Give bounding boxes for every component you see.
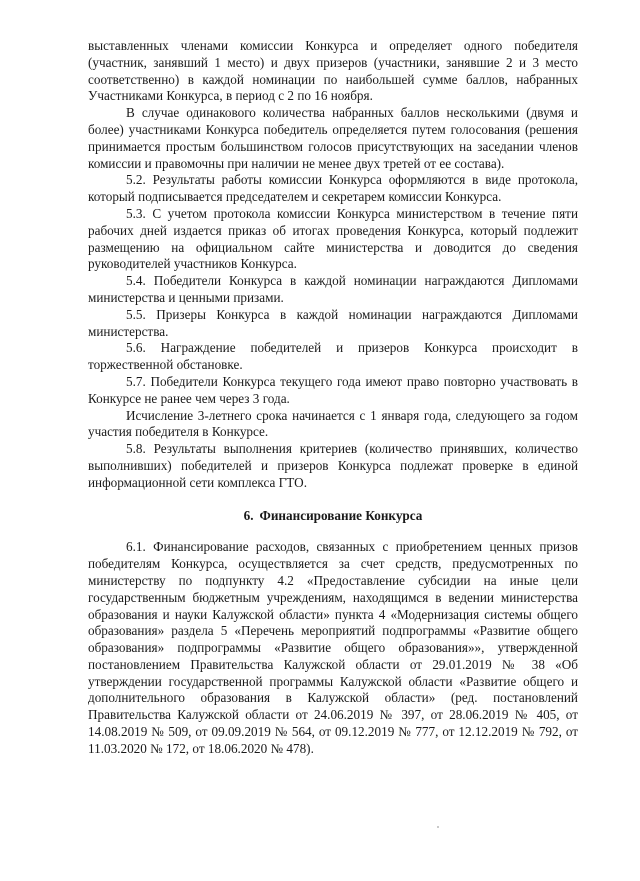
document-body xyxy=(88,38,578,758)
paragraph-6-1: 6.1. Финансирование расходов, связанных с приобретением ценных призов победителям Конкурса, осуществляется за счет средств, предусмотренных по министерству по подпункту 4.2 «Предоставление субсидии на иные цели государственным бюджетным учреждениям, находящимся в ведении министерства образования и науки Калужской области» пункта 4 «Модернизация системы общего образования» раздела 5 «Перечень мероприятий подпрограммы «Развитие общего образования» подпрограммы «Развитие общего образования»», утвержденной постановлением Правительства Калужской области от 29.01.2019 № 38 «Об утверждении государственной программы Калужской области «Развитие общего и дополнительного образования в Калужской области» (ред. постановлений Правительства Калужской области от 24.06.2019 № 397, от 28.06.2019 № 405, от 14.08.2019 № 509, от 09.09.2019 № 564, от 09.12.2019 № 777, от 12.12.2019 № 792, от 11.03.2020 № 172, от 18.06.2020 № 478). xyxy=(88,539,578,756)
paragraph-5-4: 5.4. Победители Конкурса в каждой номинации награждаются Дипломами министерства и ценными призами. xyxy=(88,273,578,305)
section-6-title: Финансирование Конкурса xyxy=(259,507,423,523)
paragraph-5-8: 5.8. Результаты выполнения критериев (количество принявших, количество выполнивших) победителей и призеров Конкурса подлежат проверке в единой информационной сети комплекса ГТО. xyxy=(88,441,578,490)
paragraph-tie-rule: В случае одинакового количества набранных баллов несколькими (двумя и более) участниками Конкурса победитель определяется путем голосования (решения принимается простым большинством голосов присутствующих на заседании членов комиссии и правомочны при наличии не менее двух третей от ее состава). xyxy=(88,105,578,171)
paragraph-5-6: 5.6. Награждение победителей и призеров Конкурса происходит в торжественной обстановке. xyxy=(88,340,578,373)
section-6-number: 6. xyxy=(243,507,254,523)
paragraph-term-calculation: Исчисление 3-летнего срока начинается с 1 января года, следующего за годом участия победителя в Конкурсе. xyxy=(88,407,578,440)
paragraph-5-5: 5.5. Призеры Конкурса в каждой номинации награждаются Дипломами министерства. xyxy=(88,306,578,339)
paragraph-5-3: 5.3. С учетом протокола комиссии Конкурса министерством в течение пяти рабочих дней издается приказ об итогах проведения Конкурса, который подлежит размещению на официальном сайте министерства и доводится до сведения руководителей участников Конкурса. xyxy=(88,205,578,272)
section-6-heading xyxy=(88,508,578,525)
paragraph-continuation: выставленных членами комиссии Конкурса и определяет одного победителя (участник, занявший 1 место) и двух призеров (участники, занявшие 2 и 3 место соответственно) в каждой номинации по наибольшей сумме баллов, набранных Участниками Конкурса, в период с 2 по 16 ноября. xyxy=(88,38,578,104)
paragraph-5-2: 5.2. Результаты работы комиссии Конкурса оформляются в виде протокола, который подписывается председателем и секретарем комиссии Конкурса. xyxy=(88,172,578,205)
paragraph-5-7: 5.7. Победители Конкурса текущего года имеют право повторно участвовать в Конкурсе не ранее чем через 3 года. xyxy=(88,373,578,406)
scan-speck xyxy=(437,826,439,828)
